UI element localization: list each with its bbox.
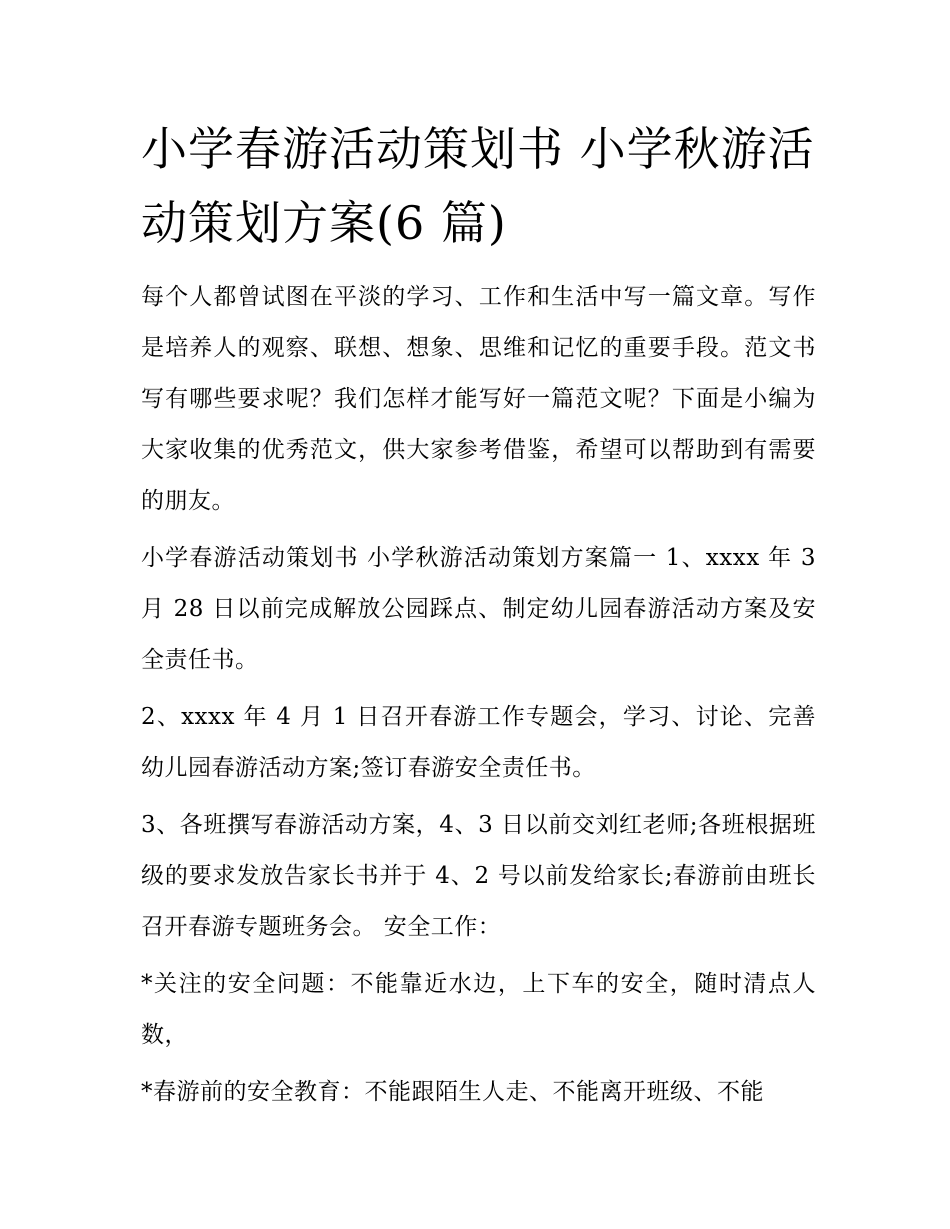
document-title: 小学春游活动策划书 小学秋游活动策划方案(6 篇) bbox=[141, 122, 815, 250]
document-body bbox=[141, 112, 816, 1124]
paragraph-safety-2: *春游前的安全教育：不能跟陌生人走、不能离开班级、不能 bbox=[141, 1079, 764, 1105]
paragraph-step-1: 小学春游活动策划书 小学秋游活动策划方案篇一 1、xxxx 年 3 月 28 日以前完成解放公园踩点、制定幼儿园春游活动方案及安全责任书。 bbox=[141, 545, 816, 673]
paragraph-intro: 每个人都曾试图在平淡的学习、工作和生活中写一篇文章。写作是培养人的观察、联想、想象、思维和记忆的重要手段。范文书写有哪些要求呢？我们怎样才能写好一篇范文呢？下面是小编为大家收集的优秀范文，供大家参考借鉴，希望可以帮助到有需要的朋友。 bbox=[141, 284, 816, 514]
paragraph-step-2: 2、xxxx 年 4 月 1 日召开春游工作专题会，学习、讨论、完善幼儿园春游活动方案;签订春游安全责任书。 bbox=[141, 704, 816, 781]
paragraph-safety-1: *关注的安全问题：不能靠近水边，上下车的安全，随时清点人数， bbox=[141, 971, 816, 1048]
paragraph-step-3: 3、各班撰写春游活动方案，4、3 日以前交刘红老师;各班根据班级的要求发放告家长书并于 4、2 号以前发给家长;春游前由班长召开春游专题班务会。 安全工作： bbox=[141, 812, 816, 940]
